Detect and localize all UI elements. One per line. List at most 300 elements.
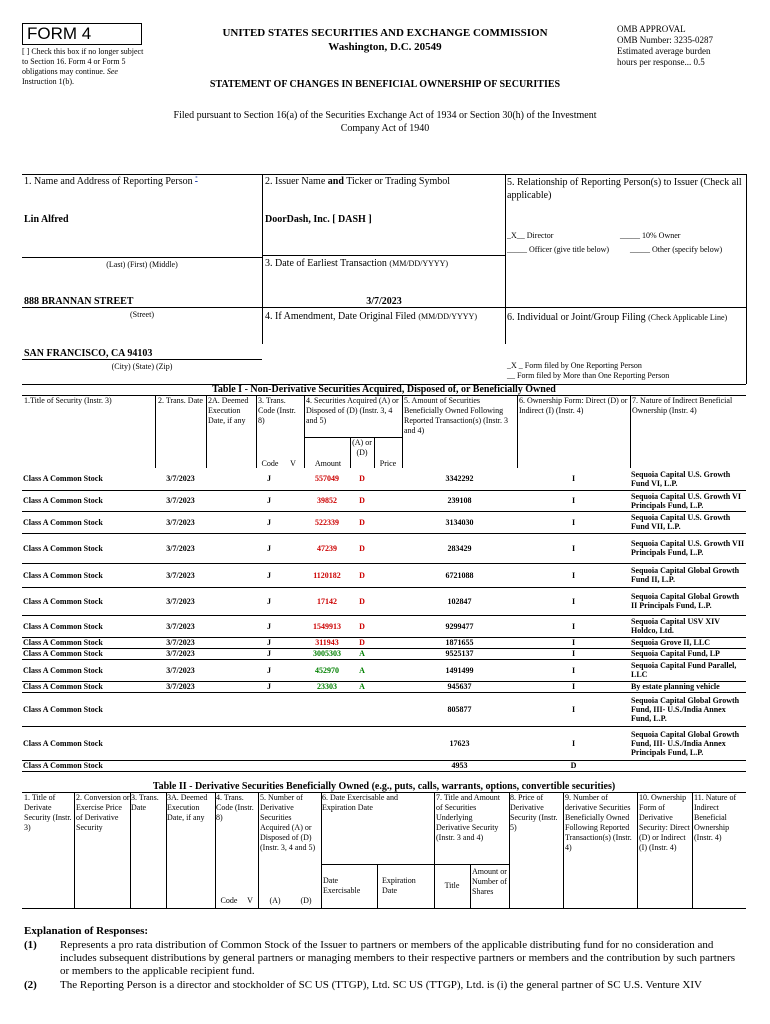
ownership-form (517, 563, 630, 587)
price (374, 468, 402, 490)
ownership-form (517, 615, 630, 637)
transaction-code (256, 659, 282, 681)
amount-value: 23303 (317, 682, 337, 691)
t2-col1-header: 1. Title of Derivate Security (Instr. 3) (24, 793, 72, 832)
transaction-date (155, 533, 206, 563)
amount-owned-value: 6721088 (445, 570, 474, 580)
transaction-date-value: 3/7/2023 (166, 496, 195, 505)
statement-title: STATEMENT OF CHANGES IN BENEFICIAL OWNERSHIP OF SECURITIES (209, 79, 561, 90)
price (374, 637, 402, 648)
ownership-form-value: I (571, 543, 576, 553)
box1-label-text: 1. Name and Address of Reporting Person (24, 176, 193, 187)
security-title-value: Class A Common Stock (23, 665, 103, 675)
nature-of-ownership-value: Sequoia Capital Global Growth II Principals Fund, L.P. (631, 592, 740, 610)
table-row (22, 511, 746, 533)
amount-value: 1120182 (313, 570, 341, 580)
security-title-value: Class A Common Stock (23, 570, 103, 580)
t1-sub-price: Price (379, 459, 397, 468)
amount-owned-value: 17623 (449, 738, 470, 748)
acquired-or-disposed-value: D (359, 496, 365, 505)
t1-sub-v: V (290, 459, 296, 468)
omb-burden-line2: hours per response... 0.5 (617, 57, 705, 67)
amount (304, 511, 350, 533)
amount-value: 47239 (317, 543, 337, 553)
ownership-form (517, 692, 630, 726)
security-title-value: Class A Common Stock (23, 621, 103, 631)
amount (304, 659, 350, 681)
nature-of-ownership-value: Sequoia Capital U.S. Growth Fund VII, L.P. (631, 513, 731, 531)
transaction-code-value: J (267, 543, 271, 553)
ownership-form (517, 726, 630, 760)
t2-col2-header: 2. Conversion or Exercise Price of Derivative Security (76, 793, 130, 832)
table-row (22, 468, 746, 490)
ten-percent-owner-checkbox[interactable]: _____ 10% Owner (620, 231, 681, 240)
ownership-form-value: D (570, 761, 577, 770)
nature-of-ownership (630, 760, 746, 771)
ownership-form-value: I (571, 596, 576, 606)
amount-owned (402, 726, 517, 760)
amount-value: 39852 (317, 496, 337, 505)
table-row (22, 587, 746, 615)
t2-col8-header: 8. Price of Derivative Security (Instr. 5) (510, 793, 558, 832)
transaction-code-value: J (267, 596, 271, 606)
box1-star[interactable]: * (195, 176, 198, 182)
transaction-date (155, 468, 206, 490)
explanation-heading: Explanation of Responses: (24, 925, 149, 937)
price (374, 490, 402, 511)
nature-of-ownership (630, 659, 746, 681)
instruction-ref: Instruction 1(b). (22, 77, 74, 86)
nature-of-ownership-value: Sequoia Capital USV XIV Holdco, Ltd. (631, 617, 720, 635)
ownership-form (517, 511, 630, 533)
footnote-2-number: (2) (24, 979, 37, 991)
table-row (22, 648, 746, 659)
v-flag (282, 648, 304, 659)
amount-owned (402, 511, 517, 533)
amount-value: 1549913 (313, 621, 341, 631)
security-title (22, 615, 155, 637)
price (374, 681, 402, 692)
transaction-date (155, 615, 206, 637)
nature-of-ownership-value: Sequoia Capital Global Growth Fund II, L.P. (631, 566, 740, 584)
security-title-value: Class A Common Stock (23, 649, 103, 658)
price (374, 511, 402, 533)
transaction-date-value: 3/7/2023 (166, 682, 195, 691)
transaction-date-value: 3/7/2023 (166, 517, 195, 527)
transaction-date (155, 726, 206, 760)
table-row (22, 615, 746, 637)
deemed-execution-date (206, 760, 256, 771)
price (374, 659, 402, 681)
box5-label: 5. Relationship of Reporting Person(s) to Issuer (Check all applicable) (507, 177, 742, 201)
transaction-code (256, 587, 282, 615)
transaction-code (256, 726, 282, 760)
security-title-value: Class A Common Stock (23, 596, 103, 606)
amount (304, 637, 350, 648)
t1-col6-header: 6. Ownership Form: Direct (D) or Indirect (I) (Instr. 4) (519, 396, 628, 415)
nature-of-ownership-value: Sequoia Capital U.S. Growth VII Principals Fund, L.P. (631, 539, 745, 557)
acquired-or-disposed (350, 637, 374, 648)
amount (304, 533, 350, 563)
t1-col7-header: 7. Nature of Indirect Beneficial Ownership (Instr. 4) (632, 396, 733, 415)
nature-of-ownership-value: By estate planning vehicle (631, 682, 720, 691)
v-flag (282, 637, 304, 648)
price (374, 615, 402, 637)
amount-owned-value: 9525137 (445, 649, 474, 658)
v-flag (282, 659, 304, 681)
v-flag (282, 692, 304, 726)
transaction-date-value: 3/7/2023 (166, 474, 195, 484)
acquired-or-disposed (350, 468, 374, 490)
security-title (22, 468, 155, 490)
amount-owned (402, 659, 517, 681)
deemed-execution-date (206, 490, 256, 511)
v-flag (282, 533, 304, 563)
t2-col3a-header: 3A. Deemed Execution Date, if any (167, 793, 208, 822)
acquired-or-disposed-value: D (359, 638, 365, 647)
ownership-form (517, 648, 630, 659)
ownership-form-value: I (571, 738, 576, 748)
transaction-code (256, 468, 282, 490)
price (374, 760, 402, 771)
table-row (22, 726, 746, 760)
omb-number: OMB Number: 3235-0287 (617, 35, 713, 45)
t2-sub-a: (A) (269, 896, 281, 905)
amount-value: 557049 (315, 474, 339, 484)
transaction-code (256, 563, 282, 587)
amount-owned (402, 490, 517, 511)
amount-value: 3005303 (313, 649, 341, 658)
transaction-code-value: J (267, 517, 271, 527)
box4-label-text: 4. If Amendment, Date Original Filed (265, 311, 416, 322)
security-title-value: Class A Common Stock (23, 704, 103, 714)
transaction-code-value: J (267, 621, 271, 631)
box4-format: (MM/DD/YYYY) (418, 312, 477, 321)
amount-owned-value: 3342292 (445, 474, 474, 484)
table2-title: Table II - Derivative Securities Beneficially Owned (e.g., puts, calls, warrants, options, convertible securities) (152, 781, 616, 792)
transaction-code (256, 533, 282, 563)
t1-col2-header: 2. Trans. Date (158, 396, 203, 405)
transaction-code (256, 692, 282, 726)
price (374, 692, 402, 726)
transaction-date-value: 3/7/2023 (166, 665, 195, 675)
acquired-or-disposed-value: D (359, 621, 365, 631)
t2-sub-v: V (247, 896, 253, 905)
box3-label-text: 3. Date of Earliest Transaction (265, 258, 387, 269)
v-flag (282, 726, 304, 760)
check-box-text: [ ] Check this box if no longer subject to Section 16. Form 4 or Form 5 obligations may continue. (22, 47, 144, 76)
ownership-form-value: I (571, 496, 576, 505)
amount-owned-value: 805877 (447, 704, 472, 714)
earliest-transaction-date: 3/7/2023 (366, 296, 402, 307)
deemed-execution-date (206, 648, 256, 659)
transaction-code (256, 637, 282, 648)
deemed-execution-date (206, 659, 256, 681)
nature-of-ownership (630, 511, 746, 533)
transaction-date (155, 511, 206, 533)
t1-sub-code: Code (261, 459, 279, 468)
v-flag (282, 468, 304, 490)
transaction-date (155, 659, 206, 681)
amount (304, 563, 350, 587)
transaction-date-value: 3/7/2023 (166, 596, 195, 606)
ownership-form (517, 637, 630, 648)
amount-owned (402, 468, 517, 490)
security-title-value: Class A Common Stock (23, 517, 103, 527)
street-label: (Street) (130, 310, 154, 319)
t1-col4-header: 4. Securities Acquired (A) or Disposed of (D) (Instr. 3, 4 and 5) (306, 396, 399, 425)
v-flag (282, 681, 304, 692)
amount-owned (402, 692, 517, 726)
price (374, 533, 402, 563)
deemed-execution-date (206, 587, 256, 615)
t1-col1-header: 1.Title of Security (Instr. 3) (24, 396, 112, 405)
nature-of-ownership (630, 681, 746, 692)
ownership-form-value: I (571, 517, 576, 527)
ownership-form (517, 490, 630, 511)
security-title-value: Class A Common Stock (23, 638, 103, 647)
t1-col5-header: 5. Amount of Securities Beneficially Owned Following Reported Transaction(s) (Instr. 3 and 4) (404, 396, 508, 435)
agency-line1: UNITED STATES SECURITIES AND EXCHANGE COMMISSION (222, 27, 548, 39)
ownership-form-value: I (571, 649, 576, 658)
acquired-or-disposed-value: D (359, 596, 365, 606)
ownership-form (517, 681, 630, 692)
transaction-date-value: 3/7/2023 (166, 543, 195, 553)
ownership-form-value: I (571, 704, 576, 714)
amount-value: 311943 (315, 638, 339, 647)
amount (304, 468, 350, 490)
amount-owned (402, 563, 517, 587)
amount (304, 681, 350, 692)
nature-of-ownership (630, 692, 746, 726)
amount-owned-value: 239108 (447, 496, 472, 505)
acquired-or-disposed-value: D (359, 517, 365, 527)
table-row (22, 659, 746, 681)
t2-col11-header: 11. Nature of Indirect Beneficial Ownership (Instr. 4) (694, 793, 737, 842)
nature-of-ownership (630, 468, 746, 490)
amount-owned-value: 1871655 (445, 638, 474, 647)
footnote-1-text: Represents a pro rata distribution of Common Stock of the Issuer to partners or members of the applicable distributing fund for no consideration and includes subsequent distributions by general partners or managing members to their respective partners or members and the contribution by such partners or members to the applicable recipient fund. (60, 939, 736, 977)
amount-owned-value: 1491499 (445, 665, 474, 675)
transaction-code-value: J (267, 665, 271, 675)
price (374, 587, 402, 615)
acquired-or-disposed (350, 615, 374, 637)
table-row (22, 637, 746, 648)
security-title-value: Class A Common Stock (23, 543, 103, 553)
acquired-or-disposed-value: A (359, 649, 365, 658)
ownership-form (517, 587, 630, 615)
transaction-date-value: 3/7/2023 (166, 570, 195, 580)
nature-of-ownership (630, 648, 746, 659)
nature-of-ownership-value: Sequoia Capital Fund, LP (631, 649, 720, 658)
nature-of-ownership (630, 490, 746, 511)
t2-sub-title: Title (444, 881, 460, 890)
acquired-or-disposed-value: D (359, 543, 365, 553)
acquired-or-disposed (350, 681, 374, 692)
amount-owned (402, 587, 517, 615)
nature-of-ownership-value: Sequoia Capital U.S. Growth VI Principals Fund, L.P. (631, 491, 741, 510)
t2-sub-date-exercisable: Date Exercisable (323, 876, 361, 895)
price (374, 563, 402, 587)
officer-checkbox[interactable]: _____ Officer (give title below) (507, 245, 610, 254)
box2-label-a: 2. Issuer Name (265, 176, 326, 187)
amount-owned (402, 760, 517, 771)
box4-label (265, 311, 477, 322)
t2-sub-d: (D) (300, 896, 312, 905)
t2-sub-amount: Amount or Number of Shares (472, 867, 507, 896)
box2-label-b: Ticker or Trading Symbol (346, 176, 451, 187)
nature-of-ownership-value: Sequoia Grove II, LLC (631, 638, 710, 647)
security-title (22, 511, 155, 533)
table1-title: Table I - Non-Derivative Securities Acquired, Disposed of, or Beneficially Owned (212, 384, 556, 395)
transaction-date (155, 490, 206, 511)
transaction-code-value: J (267, 474, 271, 484)
filed-pursuant: Filed pursuant to Section 16(a) of the Securities Exchange Act of 1934 or Section 30(h) of the Investment Company Act of 1940 (173, 110, 597, 134)
box6-label-text: 6. Individual or Joint/Group Filing (507, 312, 646, 323)
deemed-execution-date (206, 637, 256, 648)
transaction-code-value: J (267, 638, 271, 647)
footnote-1-number: (1) (24, 939, 37, 951)
acquired-or-disposed-value: D (359, 570, 365, 580)
amount (304, 648, 350, 659)
transaction-code (256, 511, 282, 533)
acquired-or-disposed (350, 511, 374, 533)
deemed-execution-date (206, 692, 256, 726)
security-title (22, 648, 155, 659)
transaction-code (256, 615, 282, 637)
filing-more-persons[interactable]: __ Form filed by More than One Reporting Person (507, 371, 670, 380)
box2-label-and: and (327, 176, 344, 187)
amount (304, 615, 350, 637)
transaction-code (256, 681, 282, 692)
city-label: (City) (State) (Zip) (111, 362, 173, 371)
table-row (22, 760, 746, 771)
transaction-code (256, 648, 282, 659)
amount-owned-value: 283429 (447, 543, 472, 553)
security-title-value: Class A Common Stock (23, 474, 103, 484)
transaction-date (155, 681, 206, 692)
name-format: (Last) (First) (Middle) (106, 260, 178, 269)
amount-owned-value: 3134030 (445, 517, 474, 527)
price (374, 648, 402, 659)
transaction-code (256, 490, 282, 511)
nature-of-ownership-value: Sequoia Capital Global Growth Fund, III- U.S./India Annex Fund, L.P. (631, 695, 740, 723)
city-state-zip: SAN FRANCISCO, CA 94103 (24, 348, 153, 359)
deemed-execution-date (206, 681, 256, 692)
amount (304, 692, 350, 726)
security-title (22, 726, 155, 760)
box6-label (507, 311, 743, 324)
director-checkbox[interactable]: _X__ Director (507, 231, 554, 240)
amount (304, 760, 350, 771)
other-checkbox[interactable]: _____ Other (specify below) (630, 245, 723, 254)
transaction-date (155, 692, 206, 726)
ownership-form (517, 760, 630, 771)
ownership-form (517, 533, 630, 563)
amount-owned-value: 102847 (447, 596, 472, 606)
ownership-form-value: I (571, 638, 576, 647)
transaction-code-value: J (267, 496, 271, 505)
t2-col10-header: 10. Ownership Form of Derivative Security: Direct (D) or Indirect (I) (Instr. 4) (639, 793, 690, 852)
ownership-form (517, 659, 630, 681)
nature-of-ownership-value: Sequoia Capital Global Growth Fund, III- U.S./India Annex Principals Fund, L.P. (631, 729, 740, 757)
t2-col3-header: 3. Trans. Date (131, 793, 159, 812)
ownership-form-value: I (571, 570, 576, 580)
security-title-value: Class A Common Stock (23, 496, 103, 505)
omb-approval: OMB APPROVAL (617, 24, 686, 34)
amount (304, 587, 350, 615)
amount-value: 522339 (315, 517, 339, 527)
deemed-execution-date (206, 533, 256, 563)
transaction-code (256, 760, 282, 771)
security-title (22, 637, 155, 648)
acquired-or-disposed (350, 692, 374, 726)
security-title (22, 760, 155, 771)
table-row (22, 533, 746, 563)
omb-approval-box (617, 24, 713, 68)
nature-of-ownership-value: Sequoia Capital U.S. Growth Fund VI, L.P. (631, 469, 731, 488)
amount-value: 452970 (315, 665, 339, 675)
acquired-or-disposed (350, 760, 374, 771)
check-box-note[interactable] (22, 47, 150, 87)
security-title (22, 587, 155, 615)
acquired-or-disposed (350, 659, 374, 681)
acquired-or-disposed-value: A (359, 682, 365, 691)
transaction-date-value: 3/7/2023 (166, 621, 195, 631)
footnote-2-text: The Reporting Person is a director and stockholder of SC US (TTGP), Ltd. SC US (TTGP), Ltd. is (i) the general partner of SC U.S. Venture XIV (60, 979, 702, 991)
t2-col6-header: 6. Date Exercisable and Expiration Date (322, 793, 398, 812)
deemed-execution-date (206, 468, 256, 490)
security-title (22, 692, 155, 726)
table-row (22, 563, 746, 587)
table-row (22, 490, 746, 511)
t1-sub-a-or-d: (A) or (D) (352, 438, 372, 457)
acquired-or-disposed (350, 563, 374, 587)
t1-col3-header: 3. Trans. Code (Instr. 8) (258, 396, 296, 425)
v-flag (282, 587, 304, 615)
deemed-execution-date (206, 511, 256, 533)
box6-note: (Check Applicable Line) (648, 313, 728, 322)
amount-owned (402, 533, 517, 563)
amount-owned-value: 9299477 (445, 621, 474, 631)
ownership-form-value: I (571, 665, 576, 675)
ownership-form (517, 468, 630, 490)
nature-of-ownership (630, 563, 746, 587)
form-title: FORM 4 (22, 23, 142, 45)
nature-of-ownership (630, 726, 746, 760)
t1-col2a-header: 2A. Deemed Execution Date, if any (208, 396, 249, 425)
amount-owned (402, 681, 517, 692)
table-row (22, 681, 746, 692)
filing-one-person[interactable]: _X _ Form filed by One Reporting Person (507, 361, 642, 370)
nature-of-ownership-value: Sequoia Capital Fund Parallel, LLC (631, 661, 737, 679)
ownership-form-value: I (571, 682, 576, 691)
t2-col4-header: 4. Trans. Code (Instr. 8) (216, 793, 254, 822)
v-flag (282, 760, 304, 771)
v-flag (282, 615, 304, 637)
acquired-or-disposed (350, 587, 374, 615)
security-title-value: Class A Common Stock (23, 761, 103, 770)
amount-owned (402, 637, 517, 648)
nature-of-ownership (630, 533, 746, 563)
omb-burden-line1: Estimated average burden (617, 46, 711, 56)
reporting-person-name: Lin Alfred (24, 214, 69, 225)
box3-format: (MM/DD/YYYY) (389, 259, 449, 268)
amount-owned-value: 945637 (447, 682, 472, 691)
ownership-form-value: I (571, 474, 576, 484)
security-title (22, 659, 155, 681)
acquired-or-disposed (350, 726, 374, 760)
